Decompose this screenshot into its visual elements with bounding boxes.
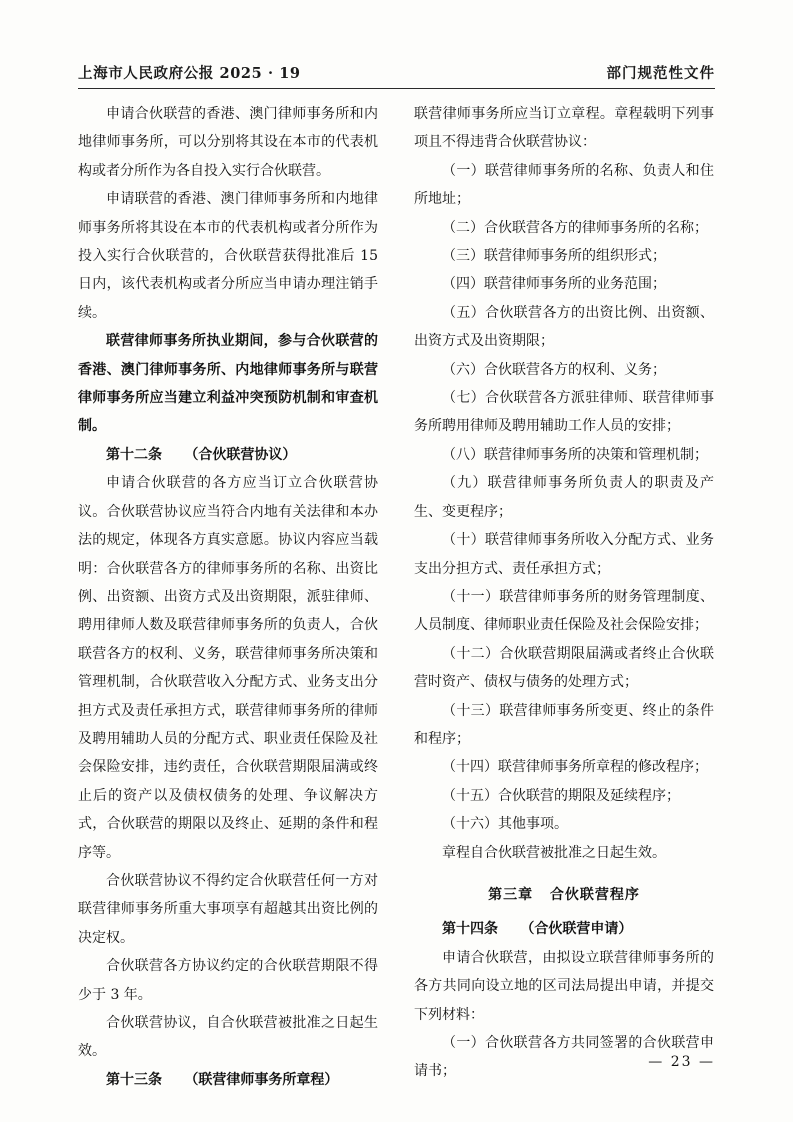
header-publication-title: 上海市人民政府公报 2025 · 19 xyxy=(78,65,301,82)
article-label: 第十二条 xyxy=(106,446,162,463)
left-column xyxy=(78,100,378,1088)
paragraph: （十二）合伙联营期限届满或者终止合伙联营时资产、债权与债务的处理方式； xyxy=(414,645,714,691)
article-title: （合伙联营协议） xyxy=(184,446,297,463)
paragraph: （三）联营律师事务所的组织形式； xyxy=(442,248,666,265)
paragraph: 联营律师事务所执业期间，参与合伙联营的香港、澳门律师事务所、内地律师事务所与联营律师事务所应当建立利益冲突预防机制和审查机制。 xyxy=(78,333,378,435)
paragraph: 申请合伙联营的各方应当订立合伙联营协议。合伙联营协议应当符合内地有关法律和本办法的规定，体现各方真实意愿。协议内容应当载明：合伙联营各方的律师事务所的名称、出资比例、出资额、出资方式及出资期限，派驻律师、聘用律师人数及联营律师事务所的负责人，合伙联营各方的权利、义务，联营律师事务所决策和管理机制，合伙联营收入分配方式、业务支出分担方式及责任承担方式，联营律师事务所的律师及聘用辅助人员的分配方式、职业责任保险及社会保险安排，违约责任，合伙联营期限届满或终止后的资产以及债权债务的处理、争议解决方式，合伙联营的期限以及终止、延期的条件和程序等。 xyxy=(78,475,378,861)
paragraph: 申请合伙联营，由拟设立联营律师事务所的各方共同向设立地的区司法局提出申请，并提交下列材料： xyxy=(414,949,714,1023)
article-label: 第十四条 xyxy=(442,921,498,938)
article-title: （合伙联营申请） xyxy=(520,921,633,938)
paragraph: （一）合伙联营各方共同签署的合伙联营申请书； xyxy=(414,1035,714,1080)
paragraph: 申请合伙联营的香港、澳门律师事务所和内地律师事务所，可以分别将其设在本市的代表机构或者分所作为各自投入实行合伙联营。 xyxy=(78,106,378,179)
chapter-heading xyxy=(414,881,714,909)
paragraph: （一）联营律师事务所的名称、负责人和住所地址； xyxy=(414,162,714,208)
paragraph: （十六）其他事项。 xyxy=(442,816,568,833)
paragraph: （十一）联营律师事务所的财务管理制度、人员制度、律师职业责任保险及社会保险安排； xyxy=(414,588,714,634)
article-title: （联营律师事务所章程） xyxy=(184,1071,339,1088)
page-header xyxy=(78,62,715,83)
paragraph: 合伙联营各方协议约定的合伙联营期限不得少于 3 年。 xyxy=(78,958,378,1003)
paragraph: （八）联营律师事务所的决策和管理机制； xyxy=(442,446,708,463)
paragraph: （十三）联营律师事务所变更、终止的条件和程序； xyxy=(414,702,714,747)
header-document-category: 部门规范性文件 xyxy=(606,65,715,82)
chapter-label: 第三章 xyxy=(488,886,534,903)
paragraph: （十五）合伙联营的期限及延续程序； xyxy=(442,787,680,804)
paragraph: 联营律师事务所应当订立章程。章程载明下列事项且不得违背合伙联营协议： xyxy=(414,106,714,151)
article-heading xyxy=(78,441,378,469)
article-heading xyxy=(78,1066,378,1094)
paragraph: （六）合伙联营各方的权利、义务； xyxy=(442,361,666,378)
article-heading xyxy=(414,915,714,943)
paragraph: （二）合伙联营各方的律师事务所的名称； xyxy=(442,219,708,236)
paragraph: 申请联营的香港、澳门律师事务所和内地律师事务所将其设在本市的代表机构或者分所作为投入实行合伙联营的，合伙联营获得批准后 15 日内，该代表机构或者分所应当申请办理注销手续。 xyxy=(78,191,378,321)
paragraph: （五）合伙联营各方的出资比例、出资额、出资方式及出资期限； xyxy=(414,304,714,350)
paragraph: （十四）联营律师事务所章程的修改程序； xyxy=(442,759,708,776)
article-label: 第十三条 xyxy=(106,1071,162,1088)
paragraph: 合伙联营协议，自合伙联营被批准之日起生效。 xyxy=(78,1015,378,1060)
paragraph: （九）联营律师事务所负责人的职责及产生、变更程序； xyxy=(414,475,714,520)
page-number: — 23 — xyxy=(648,1054,715,1070)
paragraph: 合伙联营协议不得约定合伙联营任何一方对联营律师事务所重大事项享有超越其出资比例的决定权。 xyxy=(78,872,378,946)
paragraph: （七）合伙联营各方派驻律师、联营律师事务所聘用律师及聘用辅助工作人员的安排； xyxy=(414,390,714,435)
header-divider xyxy=(78,88,715,89)
paragraph: （四）联营律师事务所的业务范围； xyxy=(442,276,666,293)
paragraph: 章程自合伙联营被批准之日起生效。 xyxy=(442,844,666,861)
paragraph: （十）联营律师事务所收入分配方式、业务支出分担方式、责任承担方式； xyxy=(414,532,714,577)
chapter-title: 合伙联营程序 xyxy=(549,886,640,903)
